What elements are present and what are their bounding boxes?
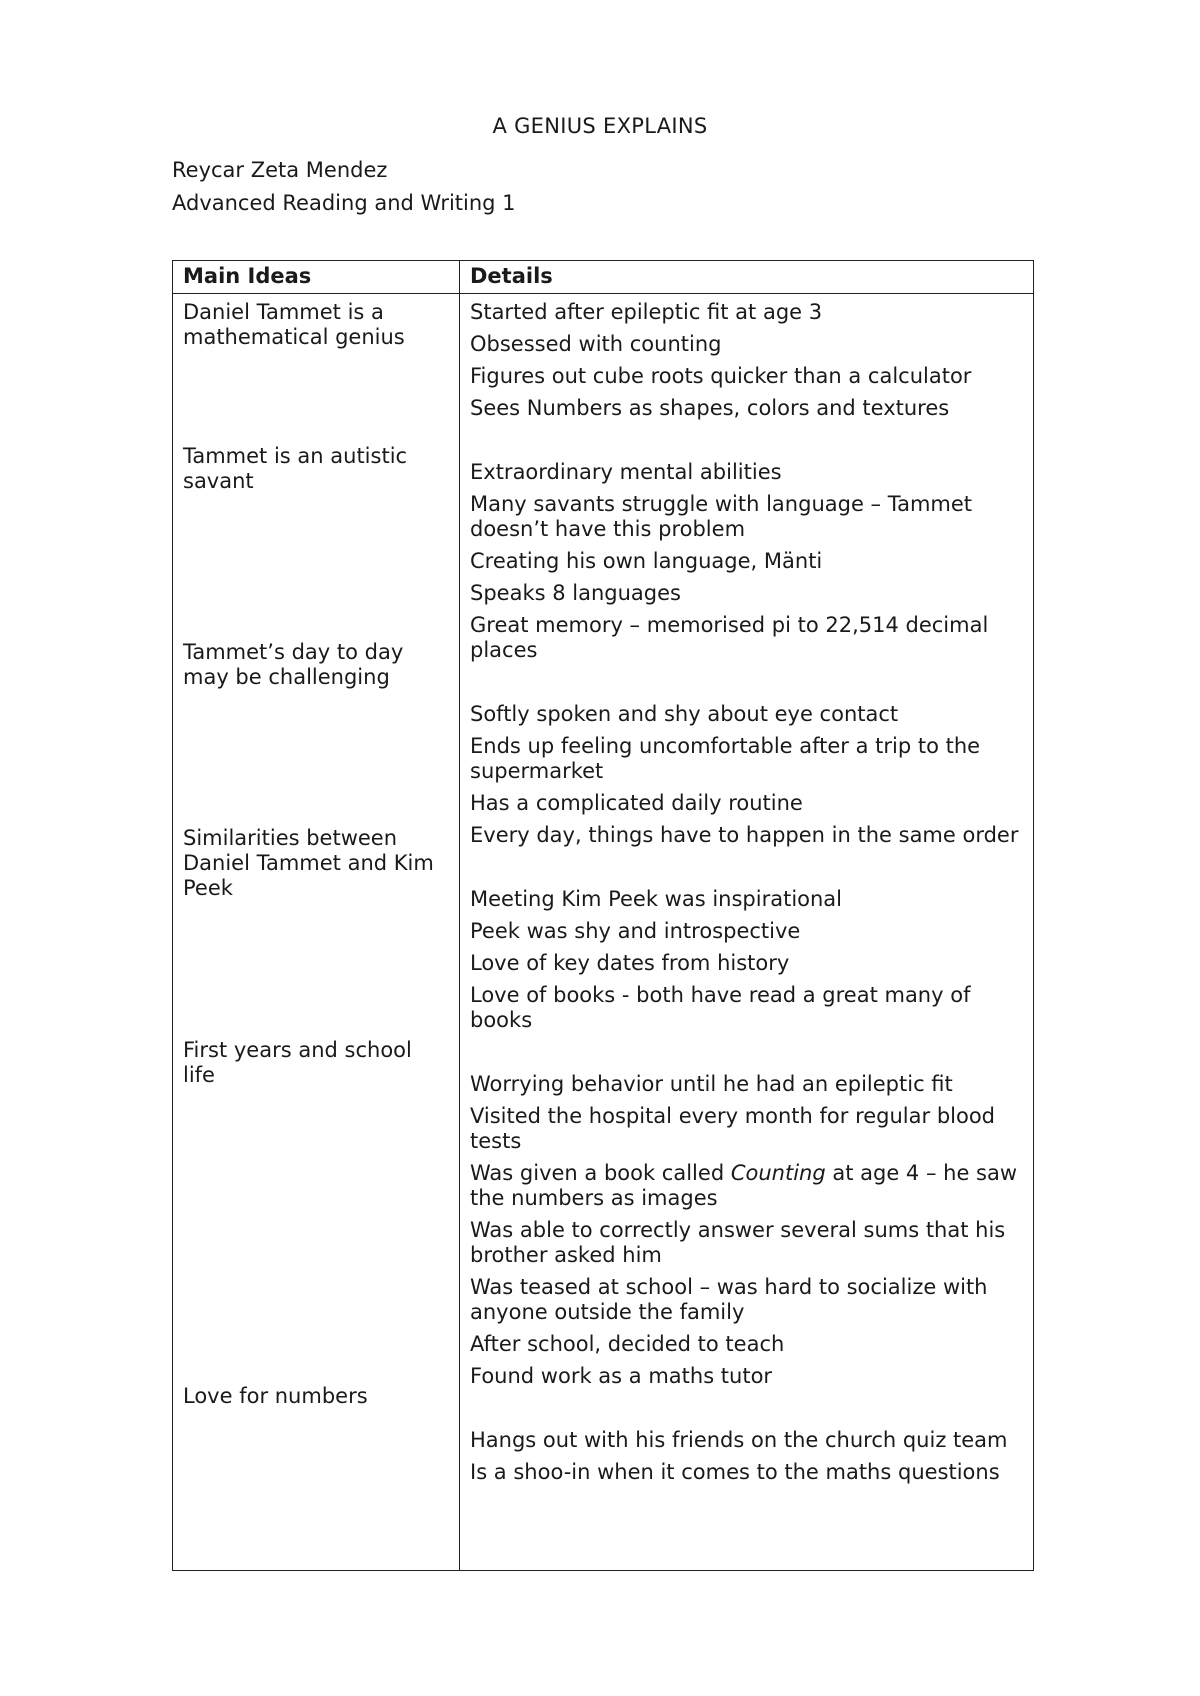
document-title: A GENIUS EXPLAINS bbox=[492, 114, 708, 138]
main-idea: Similarities between Daniel Tammet and Kim Peek bbox=[183, 826, 434, 900]
notes-table bbox=[172, 260, 1034, 1571]
detail-item: Love of key dates from history bbox=[470, 951, 790, 975]
detail-item: Softly spoken and shy about eye contact bbox=[470, 702, 899, 726]
main-ideas-cell bbox=[173, 294, 460, 1571]
detail-item: Meeting Kim Peek was inspirational bbox=[470, 887, 843, 911]
main-idea: Tammet is an autistic savant bbox=[183, 444, 408, 493]
detail-item: Started after epileptic fit at age 3 bbox=[470, 300, 823, 324]
detail-item: Ends up feeling uncomfortable after a trip to the supermarket bbox=[470, 734, 981, 783]
detail-item: Peek was shy and introspective bbox=[470, 919, 801, 943]
main-idea: First years and school life bbox=[183, 1038, 412, 1087]
detail-item: Love of books - both have read a great many of books bbox=[470, 983, 971, 1032]
detail-item: Found work as a maths tutor bbox=[470, 1364, 773, 1388]
detail-item: Many savants struggle with language – Tammet doesn’t have this problem bbox=[470, 492, 973, 541]
detail-item: Visited the hospital every month for regular blood tests bbox=[470, 1104, 996, 1153]
detail-item: Creating his own language, Mänti bbox=[470, 549, 823, 573]
detail-item: Is a shoo-in when it comes to the maths questions bbox=[470, 1460, 1000, 1484]
detail-item: Every day, things have to happen in the same order bbox=[470, 823, 1019, 847]
detail-item: After school, decided to teach bbox=[470, 1332, 785, 1356]
main-idea: Love for numbers bbox=[183, 1384, 368, 1408]
detail-item: Obsessed with counting bbox=[470, 332, 722, 356]
book-title: Counting bbox=[730, 1161, 826, 1185]
detail-item: Extraordinary mental abilities bbox=[470, 460, 782, 484]
main-idea: Tammet’s day to day may be challenging bbox=[183, 640, 404, 689]
detail-item: Great memory – memorised pi to 22,514 decimal places bbox=[470, 613, 989, 662]
details-cell bbox=[460, 294, 1034, 1571]
detail-item: Speaks 8 languages bbox=[470, 581, 681, 605]
header-main-ideas: Main Ideas bbox=[173, 261, 460, 294]
detail-item: Was teased at school – was hard to socialize with anyone outside the family bbox=[470, 1275, 988, 1324]
header-details: Details bbox=[460, 261, 1034, 294]
detail-item: Worrying behavior until he had an epileptic fit bbox=[470, 1072, 953, 1096]
detail-item: Sees Numbers as shapes, colors and textures bbox=[470, 396, 950, 420]
detail-item-counting: Was given a book called Counting at age 4 – he saw the numbers as images bbox=[470, 1161, 1018, 1210]
main-idea: Daniel Tammet is a mathematical genius bbox=[183, 300, 405, 349]
author-name: Reycar Zeta Mendez bbox=[172, 158, 388, 182]
detail-item: Was able to correctly answer several sums that his brother asked him bbox=[470, 1218, 1006, 1267]
detail-item: Has a complicated daily routine bbox=[470, 791, 803, 815]
table-row bbox=[173, 294, 1034, 1571]
detail-item: Hangs out with his friends on the church quiz team bbox=[470, 1428, 1008, 1452]
detail-item: Figures out cube roots quicker than a calculator bbox=[470, 364, 972, 388]
course-name: Advanced Reading and Writing 1 bbox=[172, 191, 516, 215]
header-row bbox=[173, 261, 1034, 294]
